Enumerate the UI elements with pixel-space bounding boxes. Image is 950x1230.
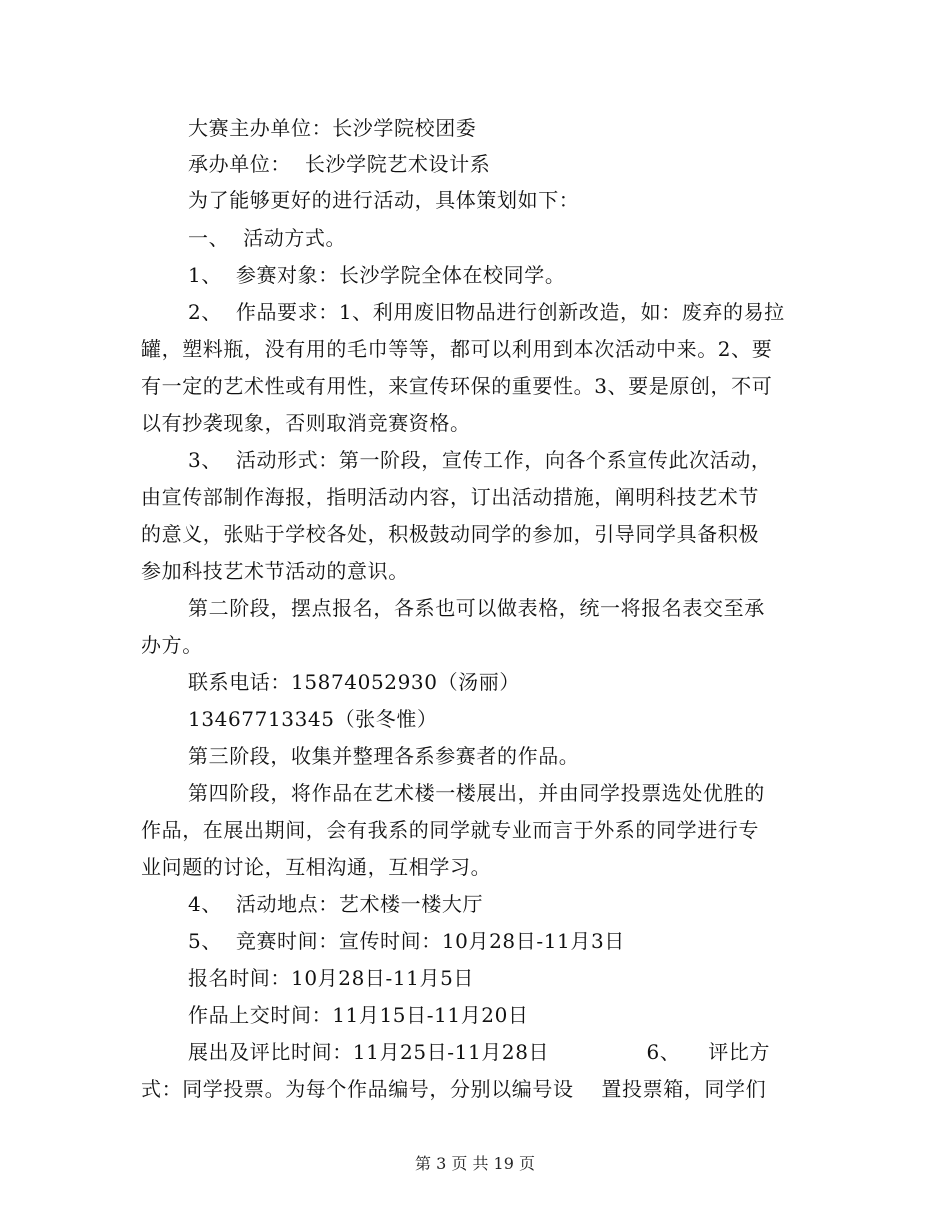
text-line-contact-phone-2: 13467713345（张冬惟） [188,707,438,731]
text-line-stage2-2: 办方。 [141,633,203,657]
text-line-stage4-1: 第四阶段，将作品在艺术楼一楼展出，并由同学投票选处优胜的 [188,781,765,805]
section-heading-activity-mode: 一、 活动方式。 [188,226,347,250]
text-line-participants: 1、 参赛对象：长沙学院全体在校同学。 [188,263,566,287]
text-line-form-3: 的意义，张贴于学校各处，积极鼓动同学的参加，引导同学具备积极 [141,522,759,546]
text-line-requirements-1: 2、 作品要求：1、利用废旧物品进行创新改造，如：废弃的易拉 [188,300,785,324]
text-line-competition-time: 5、 竞赛时间：宣传时间：10月28日-11月3日 [188,929,625,953]
text-line-submission-time: 作品上交时间：11月15日-11月20日 [188,1003,529,1027]
text-line-requirements-4: 以有抄袭现象，否则取消竞赛资格。 [141,411,471,435]
text-line-contact-phone-1: 联系电话：15874052930（汤丽） [188,670,520,694]
text-line-intro: 为了能够更好的进行活动，具体策划如下： [188,188,580,212]
text-line-organizer: 大赛主办单位：长沙学院校团委 [188,116,477,140]
text-line-voting: 式：同学投票。为每个作品编号，分别以编号设 置投票箱，同学们 [141,1077,767,1101]
text-line-host: 承办单位： 长沙学院艺术设计系 [188,152,491,176]
text-line-form-4: 参加科技艺术节活动的意识。 [141,559,409,583]
text-line-stage4-3: 业问题的讨论，互相沟通，互相学习。 [141,855,492,879]
text-line-form-1: 3、 活动形式：第一阶段，宣传工作，向各个系宣传此次活动， [188,448,772,472]
text-line-requirements-3: 有一定的艺术性或有用性，来宣传环保的重要性。3、要是原创，不可 [141,374,773,398]
text-line-requirements-2: 罐，塑料瓶，没有用的毛巾等等，都可以利用到本次活动中来。2、要 [141,337,773,361]
text-line-stage2-1: 第二阶段，摆点报名，各系也可以做表格，统一将报名表交至承 [188,596,765,620]
text-line-venue: 4、 活动地点：艺术楼一楼大厅 [188,892,484,916]
text-line-stage3: 第三阶段，收集并整理各系参赛者的作品。 [188,744,580,768]
page-footer: 第 3 页 共 19 页 [415,1154,535,1173]
text-line-exhibition-time: 展出及评比时间：11月25日-11月28日 6、 评比方 [188,1040,771,1064]
text-line-stage4-2: 作品，在展出期间，会有我系的同学就专业而言于外系的同学进行专 [141,818,759,842]
text-line-registration-time: 报名时间：10月28日-11月5日 [188,966,475,990]
text-line-form-2: 由宣传部制作海报，指明活动内容，订出活动措施，阐明科技艺术节 [141,485,759,509]
